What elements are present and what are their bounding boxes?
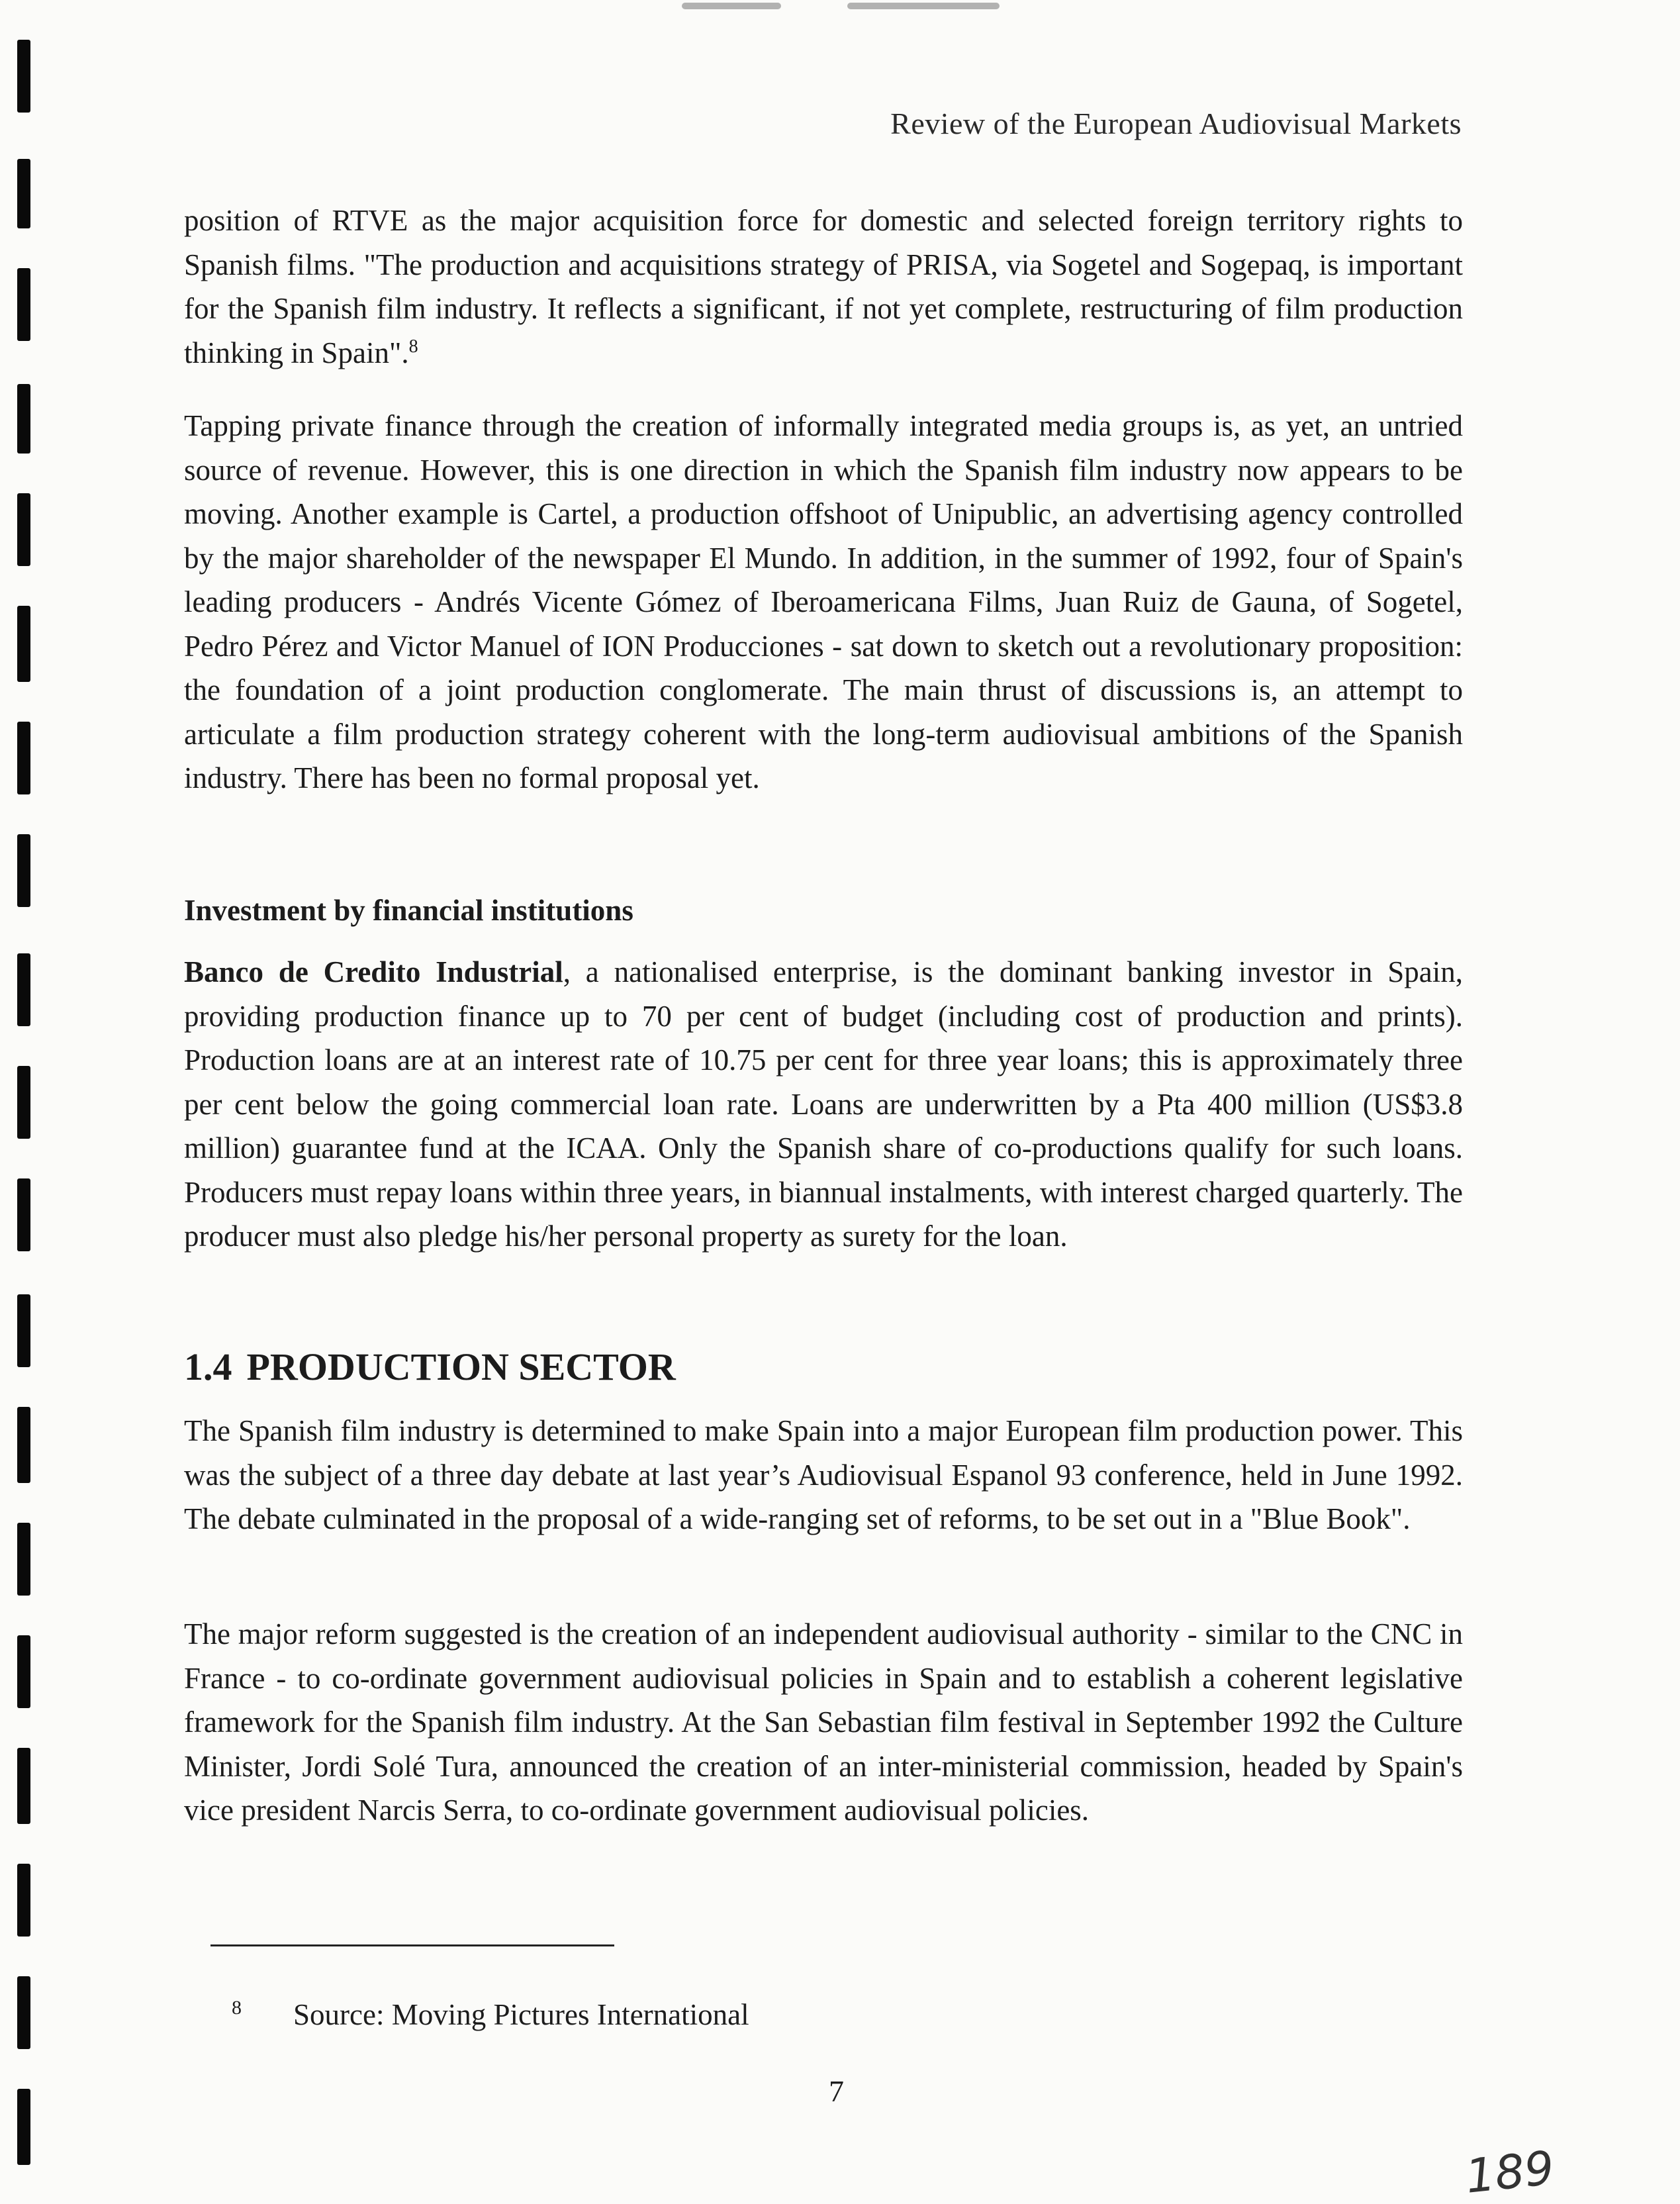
subheading-investment: Investment by financial institutions — [184, 894, 633, 927]
paragraph-1 — [184, 199, 1463, 375]
binding-mark — [17, 40, 30, 113]
paragraph-investment-text: , a nationalised enterprise, is the dominant banking investor in Spain, providing production finance up to 70 per cent of budget (including cost of production and prints). Production loans are at an interest rate of 10.75 per cent for three year loans; this is approximately three per cent below the going commercial loan rate. Loans are underwritten by a Pta 400 million (US$3.8 million) guarantee fund at the ICAA. Only the Spanish share of co-productions qualify for such loans. Producers must repay loans within three years, in biannual instalments, with interest charged quarterly. The producer must also pledge his/her personal property as surety for the loan. — [184, 955, 1463, 1253]
binding-mark — [17, 1864, 30, 1937]
binding-mark — [17, 1976, 30, 2049]
binding-mark — [17, 384, 30, 454]
section-heading — [184, 1341, 676, 1394]
paragraph-2-text: Tapping private finance through the creation of informally integrated media groups is, as yet, an untried source of revenue. However, this is one direction in which the Spanish film industry now appears to be moving. Another example is Cartel, a production offshoot of Unipublic, an advertising agency controlled by the major shareholder of the newspaper El Mundo. In addition, in the summer of 1992, four of Spain's leading producers - Andrés Vicente Gómez of Iberoamericana Films, Juan Ruiz de Gauna, of Sogetel, Pedro Pérez and Victor Manuel of ION Producciones - sat down to sketch out a revolutionary proposition: the foundation of a joint production conglomerate. The main thrust of discussions is, an attempt to articulate a film production strategy coherent with the long-term audiovisual ambitions of the Spanish industry. There has been no formal proposal yet. — [184, 409, 1463, 794]
binding-mark — [17, 953, 30, 1026]
paragraph-investment — [184, 950, 1463, 1259]
binding-mark — [17, 1178, 30, 1251]
lead-bank-name: Banco de Credito Industrial — [184, 955, 563, 988]
paragraph-1-text: position of RTVE as the major acquisition force for domestic and selected foreign territory rights to Spanish films. "The production and acquisitions strategy of PRISA, via Sogetel and Sogepaq, is important for the Spanish film industry. It reflects a significant, if not yet complete, restructuring of film production thinking in Spain". — [184, 204, 1463, 369]
footnote-text: Source: Moving Pictures International — [293, 1998, 749, 2031]
section-number: 1.4 — [184, 1345, 232, 1388]
paragraph-production-2 — [184, 1612, 1463, 1833]
page-number: 7 — [829, 2074, 844, 2108]
running-header: Review of the European Audiovisual Markets — [890, 107, 1462, 140]
scan-artifact — [682, 3, 781, 9]
binding-mark — [17, 268, 30, 341]
binding-mark — [17, 1407, 30, 1483]
paragraph-production-1-text: The Spanish film industry is determined to make Spain into a major European film production power. This was the subject of a three day debate at last year’s Audiovisual Espanol 93 conference, held in June 1992. The debate culminated in the proposal of a wide-ranging set of reforms, to be set out in a "Blue Book". — [184, 1414, 1463, 1535]
paragraph-2 — [184, 404, 1463, 800]
footnote-reference: 8 — [408, 336, 418, 357]
binding-mark — [17, 493, 30, 566]
footnote-number: 8 — [232, 1997, 242, 2019]
footnote-divider — [210, 1944, 614, 1946]
section-title: PRODUCTION SECTOR — [246, 1345, 676, 1388]
binding-mark — [17, 834, 30, 907]
paragraph-production-2-text: The major reform suggested is the creation of an independent audiovisual authority - similar to the CNC in France - to co-ordinate government audiovisual policies in Spain and to establish a coherent legislative framework for the Spanish film industry. At the San Sebastian film festival in September 1992 the Culture Minister, Jordi Solé Tura, announced the creation of an inter-ministerial commission, headed by Spain's vice president Narcis Serra, to co-ordinate government audiovisual policies. — [184, 1617, 1463, 1827]
scan-artifact — [847, 3, 1000, 9]
footnote — [232, 1986, 749, 2036]
paragraph-production-1 — [184, 1409, 1463, 1541]
binding-mark — [17, 1635, 30, 1708]
binding-mark — [17, 606, 30, 682]
binding-mark — [17, 722, 30, 794]
binding-mark — [17, 1066, 30, 1139]
binding-mark — [17, 1294, 30, 1367]
handwritten-page-number: 189 — [1463, 2140, 1557, 2204]
binding-mark — [17, 1523, 30, 1596]
binding-mark — [17, 2089, 30, 2165]
binding-mark — [17, 159, 30, 228]
binding-mark — [17, 1748, 30, 1824]
